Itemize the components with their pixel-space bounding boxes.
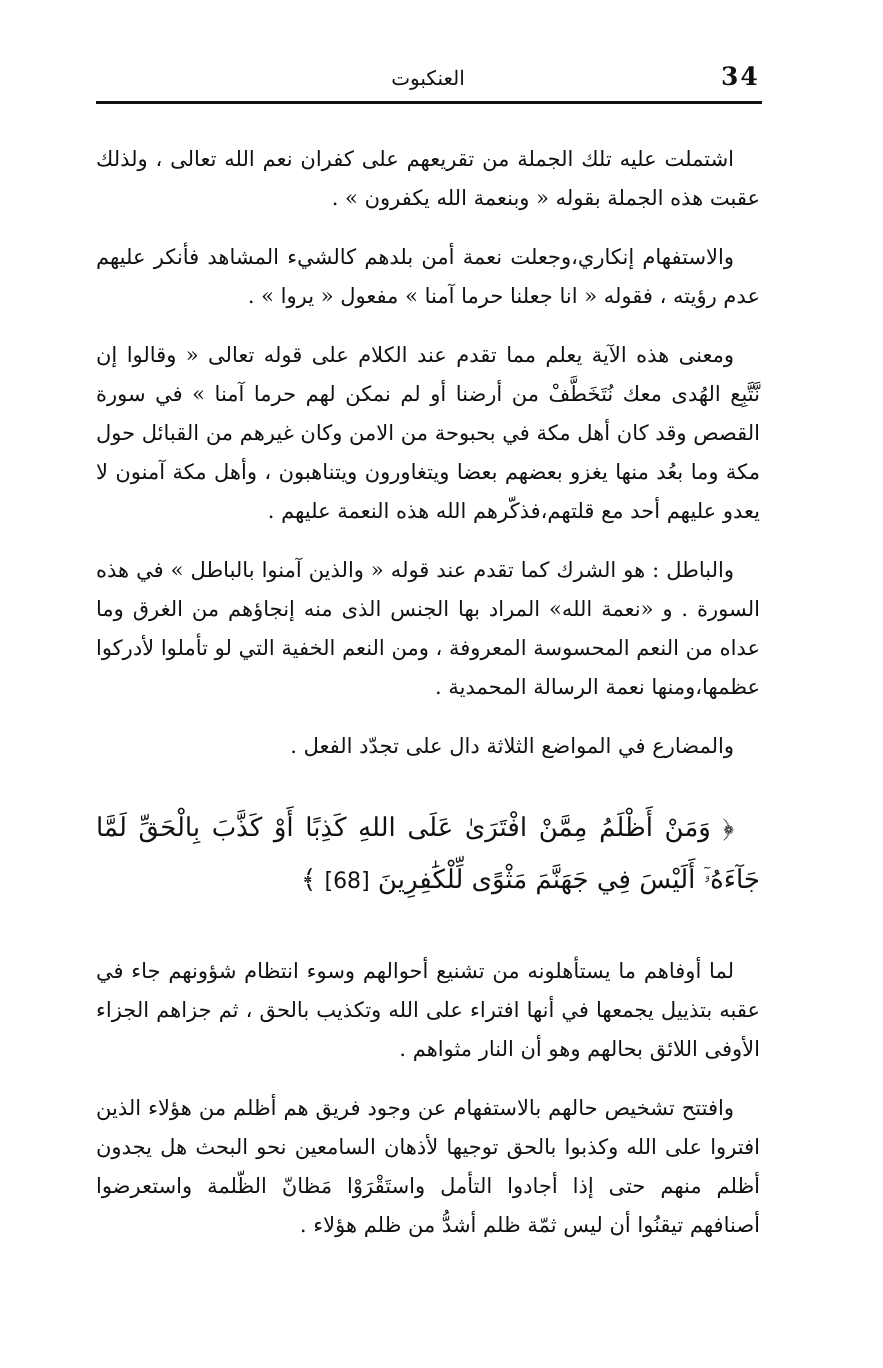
page-number: 34 <box>721 62 760 91</box>
paragraph: والاستفهام إنكاري،وجعلت نعمة أمن بلدهم كالشيء المشاهد فأنكر عليهم عدم رؤيته ، فقوله « انا جعلنا حرما آمنا » مفعول « يروا » . <box>96 245 760 308</box>
verse-close-bracket: ﴾ <box>300 865 317 895</box>
quran-verse <box>96 802 760 908</box>
paragraph: وافتتح تشخيص حالهم بالاستفهام عن وجود فريق هم أظلم من هؤلاء الذين افتروا على الله وكذبوا بالحق توجيها لأذهان السامعين نحو البحث هل يجدون أظلم منهم حتى إذا أجادوا التأمل واستَقْرَوْا مَظانّ الظّلمة واستعرضوا أصنافهم تيقنُوا أن ليس ثمّة ظلم أشدُّ من ظلم هؤلاء . <box>96 1096 760 1237</box>
page-header <box>96 62 760 100</box>
paragraph: والباطل : هو الشرك كما تقدم عند قوله « والذين آمنوا بالباطل » في هذه السورة . و «نعمة الله» المراد بها الجنس الذى منه إنجاؤهم من الغرق وما عداه من النعم المحسوسة المعروفة ، ومن النعم الخفية التي لو تأملوا لأدركوا عظمها،ومنها نعمة الرسالة المحمدية . <box>96 558 760 699</box>
running-title: العنكبوت <box>391 66 465 90</box>
verse-text: ﴿ وَمَنْ أَظْلَمُ مِمَّنْ افْتَرَىٰ عَلَى اللهِ كَذِبًا أَوْ كَذَّبَ بِالْحَقِّ لَمَّا جَآءَهُۥٓ أَلَيْسَ فِي جَهَنَّمَ مَثْوًى لِّلْكَٰفِرِينَ <box>96 813 760 895</box>
paragraph: والمضارع في المواضع الثلاثة دال على تجدّد الفعل . <box>290 734 734 758</box>
verse-number: [68] <box>324 869 370 894</box>
page-body <box>96 140 760 1265</box>
paragraph: ومعنى هذه الآية يعلم مما تقدم عند الكلام على قوله تعالى « وقالوا إن نَّتَّبِع الهُدى معك نُتَخَطَّفْ من أرضنا أو لم نمكن لهم حرما آمنا » في سورة القصص وقد كان أهل مكة في بحبوحة من الامن وكان غيرهم من القبائل حول مكة وما بعُد منها يغزو بعضهم بعضا ويتغاورون ويتناهبون ، وأهل مكة آمنون لا يعدو عليهم أحد مع قلتهم،فذكّرهم الله هذه النعمة عليهم . <box>96 343 760 523</box>
paragraph: لما أوفاهم ما يستأهلونه من تشنيع أحوالهم وسوء انتظام شؤونهم جاء في عقبه بتذييل يجمعها في أنها افتراء على الله وتكذيب بالحق ، ثم جزاهم الجزاء الأوفى اللائق بحالهم وهو أن النار مثواهم . <box>96 959 760 1061</box>
header-divider <box>96 101 762 104</box>
paragraph: اشتملت عليه تلك الجملة من تقريعهم على كفران نعم الله تعالى ، ولذلك عقبت هذه الجملة بقوله « وبنعمة الله يكفرون » . <box>96 147 760 210</box>
